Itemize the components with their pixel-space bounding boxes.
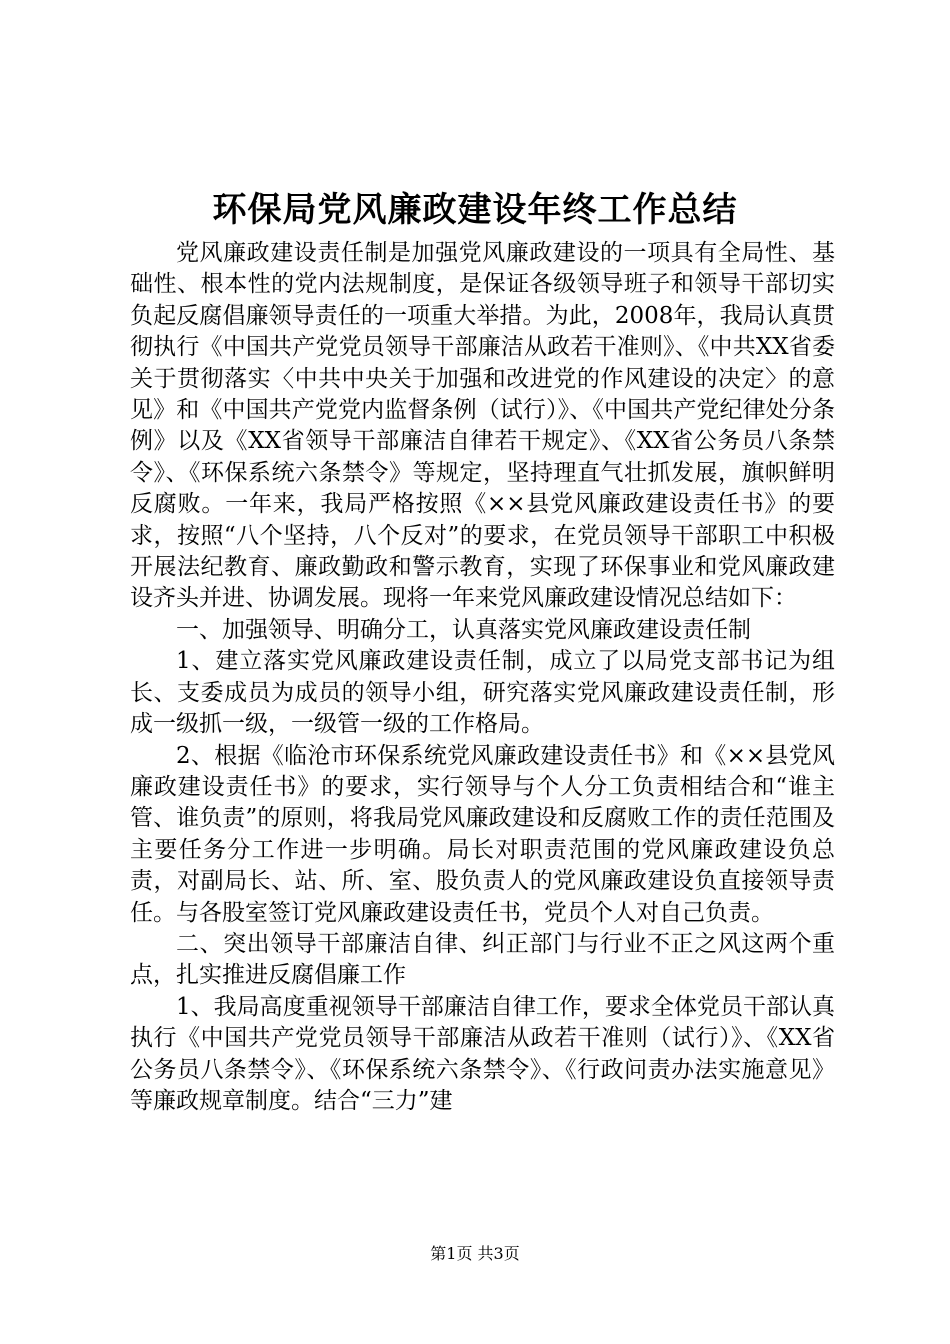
document-title: 环保局党风廉政建设年终工作总结 <box>212 190 738 230</box>
paragraph-item-2-1: 1、我局高度重视领导干部廉洁自律工作，要求全体党员干部认真执行《中国共产党党员领导干部廉洁从政若干准则（试行）》、《XX省公务员八条禁令》、《环保系统六条禁令》、《行政问责办法实施意见》等廉政规章制度。结合“三力”建 <box>130 993 835 1114</box>
page-footer: 第1页 共3页 <box>430 1244 520 1263</box>
section-heading-2: 二、突出领导干部廉洁自律、纠正部门与行业不正之风这两个重点，扎实推进反腐倡廉工作 <box>130 930 835 989</box>
section-heading-1: 一、加强领导、明确分工，认真落实党风廉政建设责任制 <box>176 616 751 643</box>
paragraph-item-1-2: 2、根据《临沧市环保系统党风廉政建设责任书》和《××县党风廉政建设责任书》的要求，实行领导与个人分工负责相结合和“谁主管、谁负责”的原则，将我局党风廉政建设和反腐败工作的责任范围及主要任务分工作进一步明确。局长对职责范围的党风廉政建设负总责，对副局长、站、所、室、股负责人的党风廉政建设负直接领导责任。与各股室签订党风廉政建设责任书，党员个人对自己负责。 <box>130 742 835 926</box>
paragraph-intro: 党风廉政建设责任制是加强党风廉政建设的一项具有全局性、基础性、根本性的党内法规制度，是保证各级领导班子和领导干部切实负起反腐倡廉领导责任的一项重大举措。为此，2008年，我局认真贯彻执行《中国共产党党员领导干部廉洁从政若干准则》、《中共XX省委关于贯彻落实〈中共中央关于加强和改进党的作风建设的决定〉的意见》和《中国共产党党内监督条例（试行）》、《中国共产党纪律处分条例》以及《XX省领导干部廉洁自律若干规定》、《XX省公务员八条禁令》、《环保系统六条禁令》等规定，坚持理直气壮抓发展，旗帜鲜明反腐败。一年来，我局严格按照《××县党风廉政建设责任书》的要求，按照“八个坚持，八个反对”的要求，在党员领导干部职工中积极开展法纪教育、廉政勤政和警示教育，实现了环保事业和党风廉政建设齐头并进、协调发展。现将一年来党风廉政建设情况总结如下： <box>130 240 835 612</box>
paragraph-item-1-1: 1、建立落实党风廉政建设责任制，成立了以局党支部书记为组长、支委成员为成员的领导小组，研究落实党风廉政建设责任制，形成一级抓一级，一级管一级的工作格局。 <box>130 648 835 738</box>
document-body <box>130 238 835 1117</box>
